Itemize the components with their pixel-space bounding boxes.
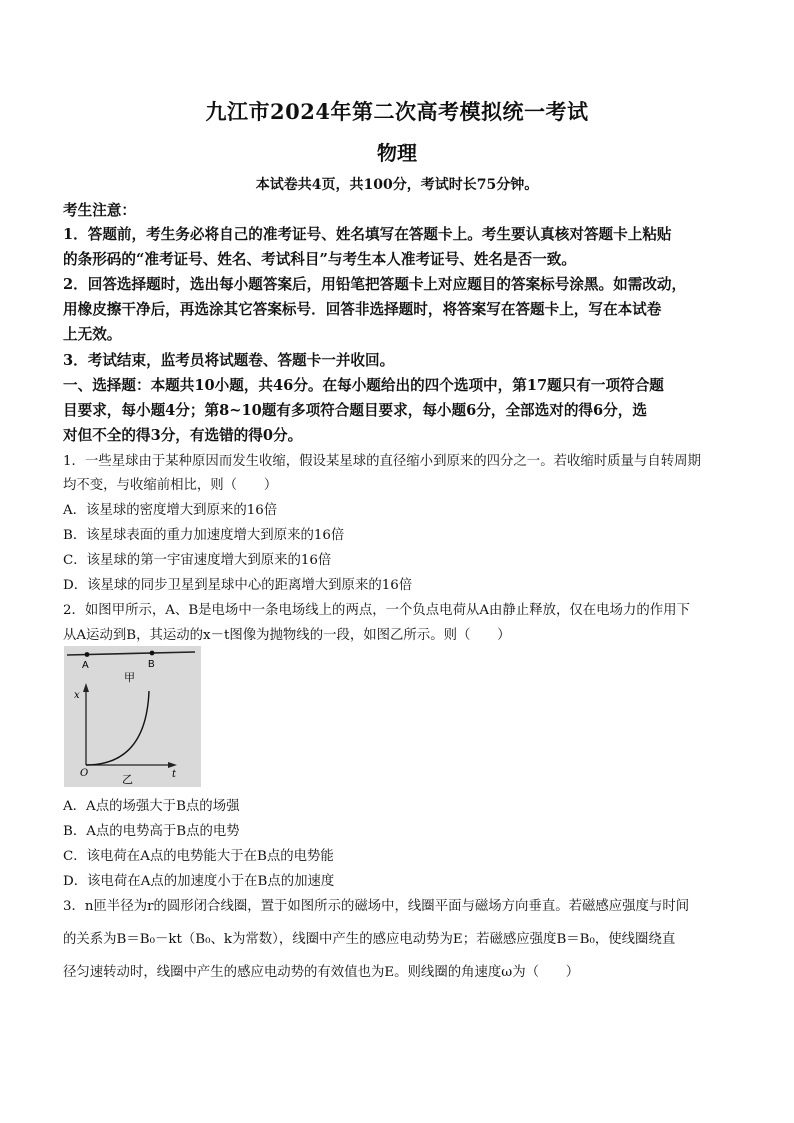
- point-a-dot: [85, 652, 90, 657]
- q1-option-c: C．该星球的第一宇宙速度增大到原来的16倍: [63, 553, 332, 568]
- x-axis-arrow: [83, 683, 89, 692]
- notice-item-1-line-1: 1．答题前，考生务必将自己的准考证号、姓名填写在答题卡上。考生要认真核对答题卡上粘贴: [63, 226, 672, 243]
- q3-stem-line-2: 的关系为B＝B₀－kt（B₀、k为常数），线圈中产生的感应电动势为E；若磁感应强度B＝B₀，使线圈绕直: [63, 932, 676, 947]
- exam-info: 本试卷共4页，共100分，考试时长75分钟。: [255, 177, 539, 193]
- notice-item-3-line-1: 3．考试结束，监考员将试题卷、答题卡一并收回。: [63, 352, 395, 369]
- q2-option-d: D．该电荷在A点的加速度小于在B点的加速度: [63, 874, 335, 889]
- axis-t-label: t: [172, 769, 177, 780]
- notice-item-1-line-2: 的条形码的“准考证号、姓名、考试科目”与考生本人准考证号、姓名是否一致。: [63, 251, 576, 268]
- point-b-dot: [150, 651, 155, 656]
- q2-figure-svg: [64, 646, 201, 787]
- t-axis-arrow: [168, 762, 177, 768]
- q1-option-d: D．该星球的同步卫星到星球中心的距离增大到原来的16倍: [63, 578, 413, 593]
- section1-line-2: 目要求，每小题4分；第8~10题有多项符合题目要求，每小题6分，全部选对的得6分，选: [63, 402, 647, 419]
- q2-option-b: B．A点的电势高于B点的电势: [63, 824, 240, 839]
- label-jia: 甲: [124, 671, 135, 684]
- q1-option-b: B．该星球表面的重力加速度增大到原来的16倍: [63, 528, 345, 543]
- q2-option-a: A．A点的场强大于B点的场强: [63, 799, 240, 814]
- q2-option-c: C．该电荷在A点的电势能大于在B点的电势能: [63, 849, 334, 864]
- point-a-label: A: [82, 660, 89, 671]
- exam-title: 九江市2024年第二次高考模拟统一考试: [205, 99, 589, 124]
- q2-figure: [64, 646, 201, 787]
- subject-title: 物理: [377, 141, 417, 165]
- notice-item-2-line-2: 用橡皮擦干净后，再选涂其它答案标号．回答非选择题时，将答案写在答题卡上，写在本试卷: [63, 301, 662, 318]
- q3-stem-line-3: 径匀速转动时，线圈中产生的感应电动势的有效值也为E。则线圈的角速度ω为（ ）: [63, 965, 580, 980]
- q1-stem-line-1: 1．一些星球由于某种原因而发生收缩，假设某星球的直径缩小到原来的四分之一。若收缩时质量与自转周期: [63, 454, 701, 469]
- point-b-label: B: [148, 659, 155, 670]
- q2-stem-line-1: 2．如图甲所示，A、B是电场中一条电场线上的两点，一个负点电荷从A由静止释放，仅在电场力的作用下: [63, 603, 690, 618]
- q3-stem-line-1: 3．n匝半径为r的圆形闭合线圈，置于如图所示的磁场中，线圈平面与磁场方向垂直。若磁感应强度与时间: [63, 899, 690, 914]
- label-yi: 乙: [122, 773, 133, 786]
- section1-line-1: 一、选择题：本题共10小题，共46分。在每小题给出的四个选项中，第17题只有一项符合题: [63, 377, 664, 394]
- q1-stem-line-2: 均不变，与收缩前相比，则（ ）: [63, 478, 278, 493]
- section1-line-3: 对但不全的得3分，有选错的得0分。: [63, 427, 303, 444]
- notice-item-2-line-1: 2．回答选择题时，选出每小题答案后，用铅笔把答题卡上对应题目的答案标号涂黑。如需改动，: [63, 276, 687, 293]
- axis-x-label: x: [74, 690, 80, 701]
- notice-item-2-line-3: 上无效。: [63, 326, 122, 343]
- parabola-curve: [86, 691, 149, 765]
- q2-stem-line-2: 从A运动到B，其运动的x－t图像为抛物线的一段，如图乙所示。则（ ）: [63, 628, 511, 643]
- origin-label: O: [80, 768, 89, 779]
- q1-option-a: A．该星球的密度增大到原来的16倍: [63, 503, 278, 518]
- notice-heading: 考生注意：: [63, 202, 136, 219]
